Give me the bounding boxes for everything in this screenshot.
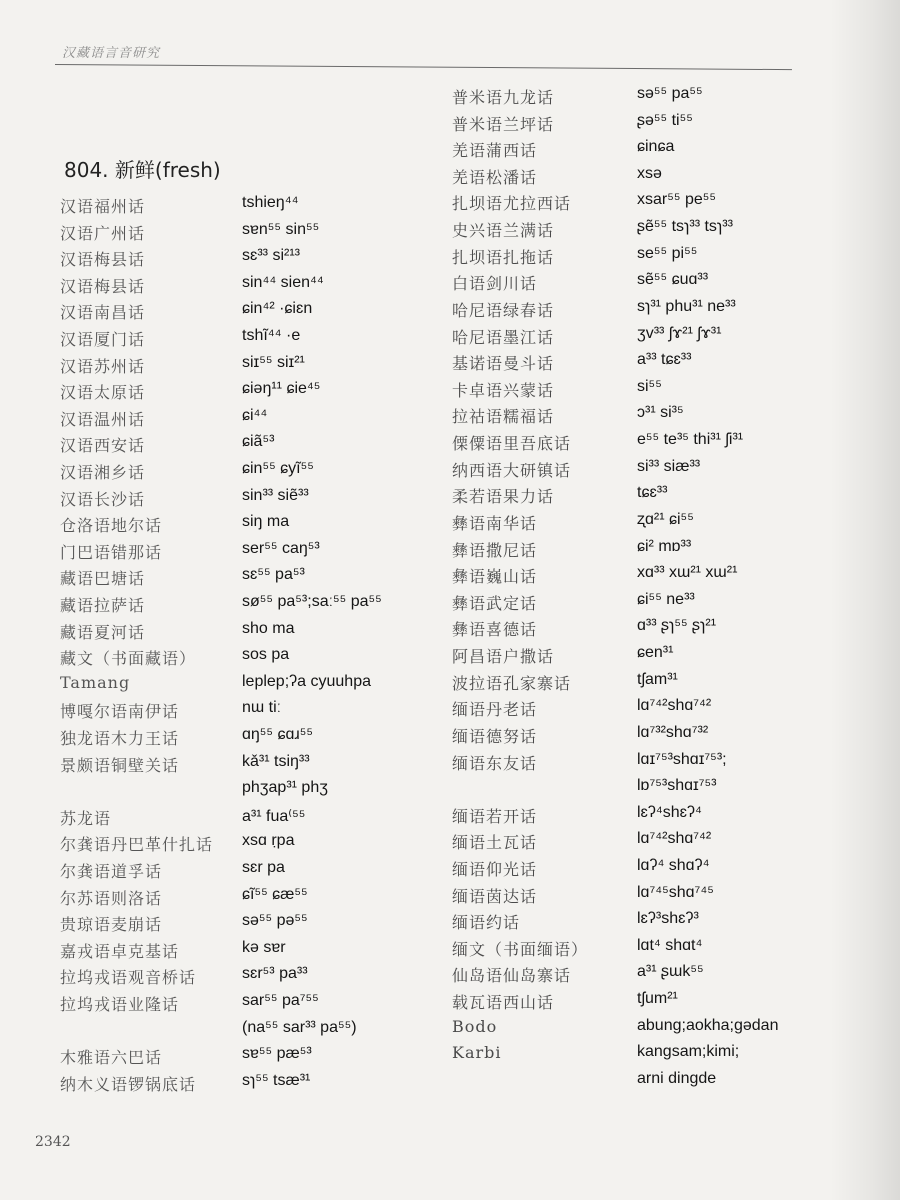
language-name: Karbi	[452, 1043, 502, 1063]
word-form: sho ma	[242, 619, 295, 637]
language-name: 缅语仰光话	[452, 859, 538, 879]
language-name: 藏语夏河话	[60, 622, 146, 642]
language-name: 缅语约话	[452, 913, 521, 933]
word-entry	[60, 221, 430, 247]
word-entry	[60, 460, 430, 486]
word-form: siŋ ma	[242, 513, 290, 531]
word-entry	[452, 271, 832, 297]
word-entry	[60, 1045, 430, 1071]
word-form: ser⁵⁵ caŋ⁵³	[242, 539, 320, 557]
word-entry	[60, 832, 430, 858]
word-entry	[452, 191, 832, 217]
language-name: 拉坞戎语业隆话	[60, 995, 180, 1014]
word-form: sɐ⁵⁵ pæ⁵³	[242, 1045, 312, 1063]
word-entry	[60, 247, 430, 273]
word-entry	[452, 298, 832, 324]
language-name: 汉语温州话	[60, 409, 146, 429]
word-form: ɑŋ⁵⁵ ɕɑɹ⁵⁵	[242, 726, 313, 743]
word-form: sə⁵⁵ pə⁵⁵	[242, 912, 308, 930]
word-entry	[60, 912, 430, 938]
language-name: 彝语武定话	[452, 593, 538, 613]
word-entry	[60, 726, 430, 752]
language-name: 汉语福州话	[60, 197, 146, 216]
word-entry	[452, 458, 832, 484]
word-form: tshieŋ⁴⁴	[242, 194, 299, 211]
word-entry	[452, 1017, 832, 1043]
language-name: 阿昌语户撒话	[452, 647, 555, 667]
word-entry	[60, 1072, 430, 1098]
language-name: 史兴语兰满话	[452, 221, 555, 241]
word-entry	[452, 564, 832, 590]
language-name: Tamang	[60, 672, 131, 692]
language-name: 缅文（书面缅语）	[452, 939, 589, 959]
language-name: 博嘎尔语南伊话	[60, 702, 180, 722]
word-entry	[60, 513, 430, 539]
word-entry	[60, 354, 430, 380]
word-form: ʐɑ²¹ ɕi⁵⁵	[637, 510, 694, 528]
language-name: 彝语巍山话	[452, 567, 538, 587]
language-name: 柔若语果力话	[452, 487, 555, 507]
word-form: lɑt⁴ shɑt⁴	[637, 936, 703, 954]
word-entry	[452, 591, 832, 617]
word-entry	[452, 777, 832, 803]
word-form: phʒap³¹ phʒ	[242, 779, 328, 797]
word-form: lɑɪ⁷⁵³shɑɪ⁷⁵³;	[637, 750, 727, 768]
word-form: kə sɐr	[242, 938, 286, 956]
word-entry	[452, 884, 832, 910]
word-entry	[452, 644, 832, 670]
language-name: 拉坞戎语观音桥话	[60, 968, 197, 988]
language-name: 彝语南华话	[452, 513, 538, 533]
language-name: 尔龚语丹巴革什扎话	[60, 835, 214, 855]
word-form: lɛʔ⁴shɛʔ⁴	[637, 803, 702, 821]
word-form: sɿ⁵⁵ tsæ³¹	[242, 1071, 311, 1089]
word-form: si³³ siæ³³	[637, 457, 701, 475]
language-name: 缅语土瓦话	[452, 833, 538, 853]
word-form: sos pa	[242, 646, 290, 664]
word-form: a³¹ ʂɯk⁵⁵	[637, 963, 704, 981]
word-entry	[60, 540, 430, 566]
word-form: xsə	[637, 164, 662, 182]
word-form: xsɑ ṛpa	[242, 832, 295, 850]
word-entry	[452, 404, 832, 430]
word-entry	[60, 327, 430, 353]
word-form: sɛ⁵⁵ pa⁵³	[242, 566, 305, 584]
word-form: ɕiã⁵³	[242, 433, 275, 451]
word-entry	[452, 165, 832, 191]
language-name: 藏文（书面藏语）	[60, 649, 197, 669]
word-form: ɕen³¹	[637, 644, 674, 662]
word-entry	[452, 990, 832, 1016]
word-form: si⁵⁵	[637, 377, 662, 395]
word-form: lɑ⁷⁴²shɑ⁷⁴²	[637, 697, 712, 715]
word-entry	[452, 937, 832, 963]
word-entry	[452, 963, 832, 989]
language-name: 纳西语大研镇话	[452, 460, 572, 480]
word-entry	[452, 830, 832, 856]
language-name: 汉语西安话	[60, 436, 146, 456]
word-entry	[452, 112, 832, 138]
word-form: lɑ⁷⁴⁵shɑ⁷⁴⁵	[637, 883, 714, 901]
language-name: 普米语兰坪话	[452, 114, 555, 134]
word-form: sə⁵⁵ pa⁵⁵	[637, 85, 703, 102]
word-form: ɕi⁵⁵ ne³³	[637, 590, 695, 608]
word-entry	[60, 487, 430, 513]
language-name: 纳木义语锣锅底话	[60, 1074, 197, 1094]
word-form: xsar⁵⁵ pe⁵⁵	[637, 191, 716, 209]
word-form: sɛ³³ si²¹³	[242, 247, 300, 265]
word-entry	[452, 218, 832, 244]
word-entry	[452, 857, 832, 883]
word-form: sẽ⁵⁵ ɕuɑ³³	[637, 271, 709, 289]
word-form: ɕiəŋ¹¹ ɕie⁴⁵	[242, 380, 321, 398]
language-name: 汉语苏州话	[60, 356, 146, 376]
word-form: (na⁵⁵ sar³³ pa⁵⁵)	[242, 1018, 357, 1036]
language-name: 傈僳语里吾底话	[452, 434, 572, 454]
running-head: 汉藏语言音研究	[62, 46, 161, 61]
word-entry	[60, 566, 430, 592]
word-form: arni dingde	[637, 1069, 717, 1087]
word-entry	[60, 992, 430, 1018]
language-name: 汉语长沙话	[60, 489, 146, 509]
word-form: lɑ⁷³²shɑ⁷³²	[637, 723, 709, 741]
language-name: 苏龙语	[60, 808, 112, 828]
word-form: sɛr⁵³ pa³³	[242, 965, 308, 983]
word-entry	[452, 511, 832, 537]
word-form: ʂə⁵⁵ ti⁵⁵	[637, 111, 693, 129]
language-name: 汉语广州话	[60, 223, 146, 243]
word-form: abung;aokha;gədan	[637, 1016, 779, 1034]
word-entry	[452, 245, 832, 271]
language-name: 汉语梅县话	[60, 250, 146, 270]
word-entry	[60, 965, 430, 991]
word-entry	[452, 1043, 832, 1069]
word-form: kǎ³¹ tsiŋ³³	[242, 752, 310, 770]
word-form: ɑ³³ ʂɿ⁵⁵ ʂɿ²¹	[637, 617, 717, 635]
word-form: a³¹ fua⁽⁵⁵	[242, 807, 306, 825]
word-entry	[452, 724, 832, 750]
language-name: 哈尼语墨江话	[452, 327, 555, 347]
word-entry	[60, 274, 430, 300]
language-name: 拉祜语糯福话	[452, 407, 555, 427]
word-entry	[60, 194, 430, 220]
language-name: 门巴语错那话	[60, 542, 163, 562]
word-entry	[60, 673, 430, 699]
word-entry	[60, 753, 430, 779]
word-form: ɔ³¹ si³⁵	[637, 404, 684, 422]
word-entry	[60, 779, 430, 805]
word-form: lɒ⁷⁵³shɑɪ⁷⁵³	[637, 777, 717, 795]
word-entry	[452, 431, 832, 457]
word-entry	[60, 646, 430, 672]
language-name: 汉语梅县话	[60, 276, 146, 296]
language-name: 波拉语孔家寨话	[452, 673, 572, 693]
word-entry	[60, 1019, 430, 1045]
word-form: sø⁵⁵ pa⁵³;saː⁵⁵ pa⁵⁵	[242, 593, 382, 610]
language-name: 木雅语六巴话	[60, 1048, 163, 1068]
language-name: 汉语太原话	[60, 383, 146, 403]
language-name: 仓洛语地尔话	[60, 516, 163, 536]
word-form: tɕɛ³³	[637, 484, 668, 502]
language-name: 缅语东友话	[452, 753, 538, 773]
word-form: leplep;ʔa cyuuhpa	[242, 672, 371, 690]
word-form: tʃam³¹	[637, 670, 678, 688]
word-entry	[452, 617, 832, 643]
word-form: tʃum²¹	[637, 990, 678, 1008]
language-name: 哈尼语绿春话	[452, 300, 555, 320]
language-name: 景颇语铜壁关话	[60, 755, 180, 775]
word-entry	[452, 671, 832, 697]
word-entry	[60, 433, 430, 459]
word-entry	[60, 886, 430, 912]
word-entry	[60, 939, 430, 965]
word-form: xɑ³³ xɯ²¹ xɯ²¹	[637, 564, 738, 582]
language-name: 彝语喜德话	[452, 620, 538, 640]
word-form: ɕin⁵⁵ ɕyĩ⁵⁵	[242, 460, 314, 477]
word-form: sɐn⁵⁵ sin⁵⁵	[242, 220, 320, 238]
word-entry	[60, 380, 430, 406]
word-entry	[452, 138, 832, 164]
page-number: 2342	[35, 1134, 71, 1150]
language-name: 羌语松潘话	[452, 167, 538, 187]
language-name: 彝语撒尼话	[452, 540, 538, 560]
word-form: se⁵⁵ pi⁵⁵	[637, 244, 698, 262]
language-name: 独龙语木力王话	[60, 729, 180, 748]
word-form: ɕi⁴⁴	[242, 406, 268, 424]
word-form: ɕin⁴² ·ɕiɛn	[242, 300, 313, 318]
language-name: 普米语九龙话	[452, 88, 555, 107]
word-form: sar⁵⁵ pa⁷⁵⁵	[242, 992, 319, 1009]
word-form: sɿ³¹ phu³¹ ne³³	[637, 297, 736, 315]
language-name: 藏语巴塘话	[60, 569, 146, 589]
word-form: sin³³ siẽ³³	[242, 486, 309, 504]
word-form: ɕi² mɒ³³	[637, 537, 692, 555]
word-form: kangsam;kimi;	[637, 1043, 740, 1061]
language-name: 缅语若开话	[452, 806, 538, 826]
word-entry	[60, 859, 430, 885]
language-name: 缅语丹老话	[452, 700, 538, 720]
word-form: ʒv³³ ʃɤ²¹ ʃɤ³¹	[637, 324, 722, 342]
word-entry	[452, 378, 832, 404]
language-name: 载瓦语西山话	[452, 993, 555, 1013]
word-entry	[452, 697, 832, 723]
word-entry	[452, 751, 832, 777]
language-name: 卡卓语兴蒙话	[452, 380, 555, 400]
word-form: e⁵⁵ te³⁵ thi³¹ ʃi³¹	[637, 431, 744, 449]
word-entry	[452, 325, 832, 351]
word-form: sin⁴⁴ sien⁴⁴	[242, 273, 324, 291]
word-entry	[60, 699, 430, 725]
word-form: siɪ⁵⁵ siɪ²¹	[242, 353, 305, 371]
language-name: 汉语湘乡话	[60, 463, 146, 482]
language-name: 缅语德努话	[452, 726, 538, 746]
section-title: 804. 新鲜(fresh)	[64, 158, 221, 182]
language-name: Bodo	[452, 1016, 498, 1036]
language-name: 汉语厦门话	[60, 330, 146, 349]
word-entry	[60, 300, 430, 326]
language-name: 藏语拉萨话	[60, 596, 146, 615]
word-entry	[452, 351, 832, 377]
language-name: 扎坝语尤拉西话	[452, 194, 572, 214]
word-entry	[452, 85, 832, 111]
language-name: 白语剑川话	[452, 274, 538, 294]
word-form: lɛʔ³shɛʔ³	[637, 910, 699, 928]
word-entry	[452, 910, 832, 936]
language-name: 尔龚语道孚话	[60, 862, 163, 881]
word-entry	[60, 593, 430, 619]
word-entry	[452, 484, 832, 510]
language-name: 缅语茵达话	[452, 886, 538, 906]
word-form: tshĩ⁴⁴ ·e	[242, 327, 301, 344]
word-form: lɑʔ⁴ shɑʔ⁴	[637, 856, 710, 874]
word-form: a³³ tɕɛ³³	[637, 351, 692, 369]
word-form: ɕinɕa	[637, 138, 675, 156]
word-entry	[452, 804, 832, 830]
language-name: 基诺语曼斗话	[452, 354, 555, 374]
word-entry	[60, 620, 430, 646]
word-entry	[60, 407, 430, 433]
word-form: ɕĩ⁵⁵ ɕæ⁵⁵	[242, 885, 308, 903]
language-name: 仙岛语仙岛寨话	[452, 966, 572, 986]
language-name: 羌语蒲西话	[452, 141, 538, 161]
language-name: 扎坝语扎拖话	[452, 247, 555, 267]
word-form: nɯ tiː	[242, 699, 282, 717]
word-entry	[60, 806, 430, 832]
word-entry	[452, 538, 832, 564]
language-name: 尔苏语则洛话	[60, 888, 163, 908]
word-form: sɛr pa	[242, 859, 285, 876]
language-name: 汉语南昌话	[60, 303, 146, 323]
language-name: 嘉戎语卓克基话	[60, 941, 180, 961]
word-form: ʂẽ⁵⁵ tsɿ³³ tsɿ³³	[637, 218, 733, 236]
language-name: 贵琼语麦崩话	[60, 915, 163, 935]
word-form: lɑ⁷⁴²shɑ⁷⁴²	[637, 830, 712, 848]
word-entry	[452, 1070, 832, 1096]
